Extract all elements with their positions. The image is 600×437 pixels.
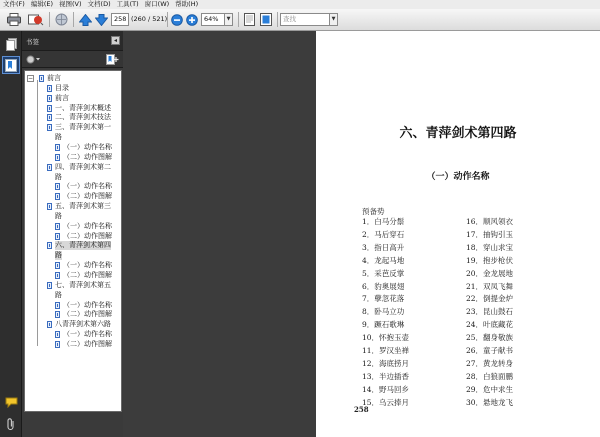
chevron-down-icon[interactable]: ▼ [330, 13, 338, 26]
panel-header [22, 31, 123, 51]
move-item: 5．采芭反掌 [362, 268, 405, 278]
bookmark-icon [47, 321, 52, 328]
bookmark-item[interactable]: 五、青萍剑术第三 [55, 202, 111, 211]
previous-page-button[interactable] [77, 11, 93, 28]
zoom-out-button[interactable] [170, 11, 184, 28]
move-item: 4．龙起马地 [362, 255, 405, 265]
bookmark-item[interactable]: 路 [55, 133, 62, 142]
move-item: 2．马后穿石 [362, 229, 405, 239]
bookmark-icon [55, 183, 60, 190]
move-item: 25．翻身敬族 [466, 333, 514, 343]
bookmark-icon [55, 331, 60, 338]
menu-file[interactable]: 文件(F) [3, 0, 25, 8]
bookmark-icon [47, 85, 52, 92]
bookmark-icon [47, 164, 52, 171]
move-item: 15．乌云捧月 [362, 397, 410, 407]
bookmark-item[interactable]: （二）动作图解 [63, 152, 112, 161]
bookmark-icon [47, 282, 52, 289]
zoom-in-button[interactable] [185, 11, 199, 28]
pages-button[interactable] [2, 35, 20, 53]
move-item: 12．海底捞月 [362, 358, 410, 368]
panel-options-button[interactable]: ◂ [111, 36, 120, 45]
bookmark-icon [55, 311, 60, 318]
bookmark-item[interactable]: （一）动作名称 [63, 330, 112, 339]
tree-line [37, 80, 38, 346]
search-input[interactable]: 查找 [280, 13, 330, 26]
new-bookmark-icon [106, 54, 119, 65]
bookmark-item[interactable]: （一）动作名称 [63, 221, 112, 230]
bookmark-item[interactable]: 一、青萍剑术概述 [55, 103, 111, 112]
move-item: 24．叶底藏花 [466, 320, 514, 330]
bookmark-item[interactable]: （一）动作名称 [63, 142, 112, 151]
page-icon [244, 13, 255, 26]
bookmark-item[interactable]: （二）动作图解 [63, 192, 112, 201]
arrow-down-icon [95, 14, 108, 26]
menu-document[interactable]: 文档(D) [87, 0, 111, 8]
bookmark-item[interactable]: 二、青萍剑术技法 [55, 113, 111, 122]
bookmark-icon [47, 242, 52, 249]
printer-icon [7, 13, 21, 26]
bookmark-icon [55, 262, 60, 269]
bookmark-icon [55, 223, 60, 230]
options-dropdown[interactable] [26, 54, 40, 65]
bookmark-tree[interactable] [24, 70, 122, 412]
bookmark-item[interactable]: 路 [55, 251, 62, 260]
bookmark-icon [47, 95, 52, 102]
menu-bar [0, 0, 600, 9]
comment-icon [5, 397, 18, 408]
document-background [123, 31, 316, 437]
bookmark-item[interactable]: 六、青萍剑术第四 [55, 241, 111, 250]
next-page-button[interactable] [93, 11, 109, 28]
move-item: 7．孽忽花落 [362, 294, 405, 304]
hand-tool-button[interactable] [52, 11, 70, 28]
pages-icon [6, 38, 17, 51]
move-item: 26．童子献书 [466, 346, 514, 355]
bookmark-item[interactable]: （一）动作名称 [63, 261, 112, 270]
envelope-icon [28, 13, 44, 26]
bookmark-icon [39, 75, 44, 82]
move-item: 21．双凤飞舞 [466, 281, 514, 291]
bookmark-item[interactable]: （一）动作名称 [63, 182, 112, 191]
move-item: 29．危中求生 [466, 384, 514, 394]
bookmark-icon [47, 105, 52, 112]
bookmark-icon [55, 144, 60, 151]
bookmark-icon [5, 59, 17, 72]
zoom-level-select[interactable]: 64% [201, 13, 225, 26]
bookmark-icon [47, 203, 52, 210]
menu-window[interactable]: 窗口(W) [144, 0, 170, 8]
menu-help[interactable]: 帮助(H) [175, 0, 199, 8]
bookmark-item[interactable]: 前言 [55, 93, 69, 102]
move-item: 22．倒提金炉 [466, 294, 514, 304]
toolbar-separator [73, 12, 74, 27]
bookmark-item[interactable]: （二）动作图解 [63, 231, 112, 240]
section-heading: （一）动作名称 [426, 172, 490, 182]
move-item: 23．昆山鼓石 [466, 307, 514, 317]
menu-tools[interactable]: 工具(T) [116, 0, 139, 8]
move-item: 18．穿山求宝 [466, 242, 514, 252]
move-item: 27．黄龙转身 [466, 358, 514, 368]
new-bookmark-button[interactable] [106, 54, 119, 65]
document-page [316, 31, 600, 437]
move-item: 9．蹶石歌琳 [362, 320, 405, 330]
bookmark-item[interactable]: 路 [55, 290, 62, 299]
bookmark-item[interactable]: （二）动作图解 [63, 310, 112, 319]
move-item: 19．抱步枪伏 [466, 255, 514, 265]
chapter-title: 六、青萍剑术第四路 [399, 126, 517, 141]
menu-view[interactable]: 视图(V) [59, 0, 82, 8]
bookmark-item[interactable]: 三、青萍剑术第一 [55, 123, 111, 132]
page-number: 258 [354, 405, 369, 414]
share-button[interactable] [26, 11, 46, 28]
chevron-down-icon[interactable]: ▼ [225, 13, 233, 26]
move-item: 20．金龙展地 [466, 268, 514, 278]
toolbar-separator [277, 12, 278, 27]
navigation-rail [0, 31, 22, 437]
toolbar-separator [49, 12, 50, 27]
bookmark-icon [55, 193, 60, 200]
move-item: 17．抽钩引玉 [466, 229, 514, 239]
attachments-button[interactable] [2, 415, 20, 433]
bookmark-item[interactable]: （二）动作图解 [63, 271, 112, 279]
bookmarks-panel [22, 31, 123, 437]
globe-icon [55, 13, 68, 26]
full-screen-button[interactable] [258, 11, 274, 28]
move-item: 30．悬地龙飞 [466, 397, 514, 407]
bookmark-item[interactable]: 四、青萍剑术第二 [55, 162, 111, 171]
bookmark-icon [55, 272, 60, 279]
panel-toolbar [22, 51, 123, 68]
bookmark-icon [55, 233, 60, 240]
zoom-out-icon [171, 14, 183, 26]
bookmark-icon [55, 154, 60, 161]
move-item: 8．卧马立功 [362, 307, 405, 317]
toolbar-separator [167, 12, 168, 27]
toolbar-separator [238, 12, 239, 27]
toolbar [0, 9, 600, 31]
page-number-input[interactable]: 258 [111, 13, 129, 26]
options-icon [26, 54, 40, 65]
move-item: 16．顺风领衣 [466, 217, 514, 226]
panel-title: 书签 [26, 38, 39, 46]
move-item: 6．豹奥展翅 [362, 281, 405, 291]
bookmark-item[interactable]: 前言 [47, 74, 61, 82]
print-button[interactable] [4, 11, 24, 28]
bookmark-item[interactable]: （二）动作图解 [63, 339, 112, 348]
bookmark-item[interactable]: 路 [55, 172, 62, 181]
zoom-in-icon [186, 14, 198, 26]
paperclip-icon [6, 418, 16, 431]
bookmark-item[interactable]: 目录 [55, 83, 69, 92]
collapse-toggle[interactable]: − [28, 75, 34, 82]
move-item: 3．指日高升 [362, 242, 405, 252]
move-item: 28．白狼面鹏 [466, 371, 514, 381]
comments-button[interactable] [2, 393, 20, 411]
bookmark-item[interactable]: 八青萍剑术第六路 [55, 320, 111, 329]
page-count-label: (260 / 521) [131, 15, 168, 23]
bookmark-item[interactable]: （一）动作名称 [63, 300, 112, 309]
fit-page-button[interactable] [241, 11, 257, 28]
prep-stance-label: 预备势 [362, 207, 385, 216]
bookmark-icon [55, 302, 60, 309]
move-item: 1．白马分鬃 [362, 217, 405, 226]
move-item: 10．怀抱玉壶 [362, 333, 410, 343]
move-item: 14．野马回乡 [362, 384, 410, 394]
bookmark-icon [47, 114, 52, 121]
bookmark-icon [47, 124, 52, 131]
menu-edit[interactable]: 编辑(E) [30, 0, 53, 8]
bookmark-item[interactable]: 路 [55, 211, 62, 220]
fit-width-icon [260, 13, 272, 26]
bookmark-item[interactable]: 七、青萍剑术第五 [55, 280, 111, 289]
bookmark-icon [55, 341, 60, 348]
bookmarks-button[interactable] [2, 56, 20, 74]
move-item: 13．半边插香 [362, 371, 410, 381]
arrow-up-icon [79, 14, 92, 26]
move-item: 11．罗汉坐禅 [362, 346, 410, 355]
